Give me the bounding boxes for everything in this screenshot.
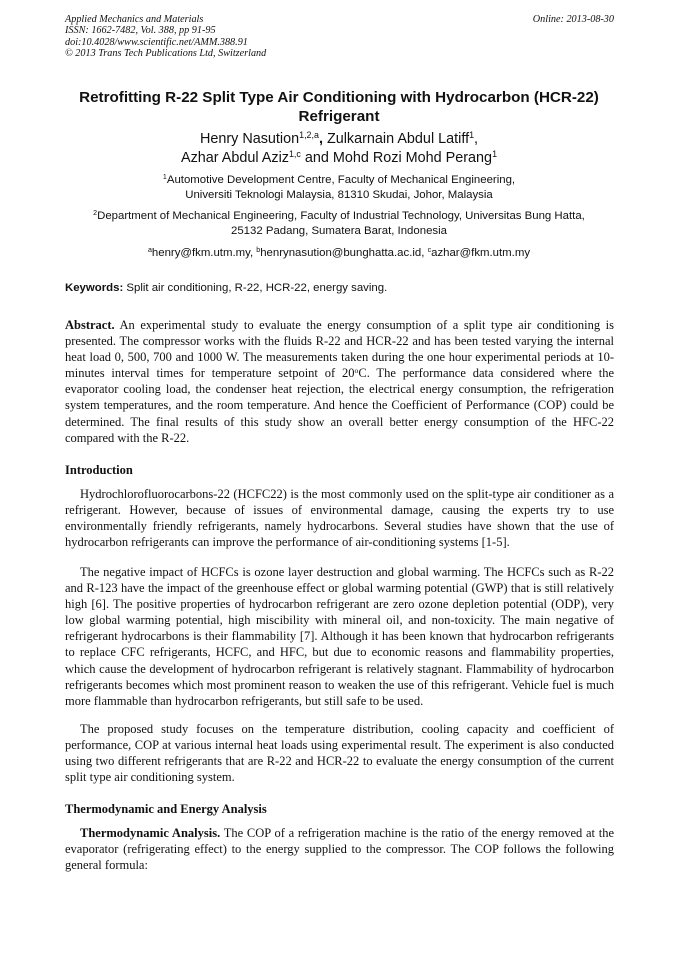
email-address[interactable]: azhar@fkm.utm.my: [431, 247, 531, 259]
intro-paragraph-3: The proposed study focuses on the temperature distribution, cooling capacity and coefficient of performance, COP at various internal heat loads using experimental result. The experiment is also conducted using two different refrigerants that are R-22 and HCR-22 to evaluate the energy consumption of the current split type air conditioning system.: [65, 722, 614, 785]
affiliation-1: [40, 173, 638, 203]
affiliation-2: [40, 209, 638, 239]
section-heading-introduction: Introduction: [65, 463, 133, 477]
keywords-label: Keywords:: [65, 282, 124, 294]
abstract-label: Abstract.: [65, 318, 115, 332]
email-sup: a: [147, 247, 152, 255]
author-name: Mohd Rozi Mohd Perang: [332, 150, 493, 166]
intro-paragraph-1: Hydrochlorofluorocarbons-22 (HCFC22) is the most commonly used on the split-type air conditioner as a refrigerant. However, because of issues of environmental damage, causing the experts try to use environmentally friendly refrigerants, namely hydrocarbons. Several studies have shown that the use of hydrocarbon refrigerants can improve the performance of air-conditioning systems [1-5].: [65, 487, 614, 550]
author-list: [40, 130, 638, 168]
journal-header: [65, 14, 614, 59]
paper-title: Retrofitting R-22 Split Type Air Conditioning with Hydrocarbon (HCR-22) Refrigerant: [79, 89, 599, 125]
author-name: Henry Nasution: [199, 131, 300, 147]
affiliation-sup: 1: [162, 174, 167, 182]
email-address[interactable]: henry@fkm.utm.my,: [151, 247, 257, 259]
subsection-label: Thermodynamic Analysis.: [80, 826, 221, 840]
thermo-paragraph: [65, 825, 614, 873]
author-conjunction: and: [300, 150, 333, 166]
email-sup: b: [256, 247, 261, 255]
affiliation-line: 25132 Padang, Sumatera Barat, Indonesia: [231, 225, 447, 238]
issn-line: ISSN: 1662-7482, Vol. 388, pp 91-95: [65, 25, 216, 37]
author-name: Azhar Abdul Aziz: [180, 150, 289, 166]
affiliation-sup: 2: [93, 210, 98, 218]
affiliation-line: Automotive Development Centre, Faculty of Mechanical Engineering,: [166, 174, 516, 186]
author-name: Zulkarnain Abdul Latiff: [326, 131, 470, 147]
doi-line: doi:10.4028/www.scientific.net/AMM.388.91: [65, 36, 248, 48]
online-date: Online: 2013-08-30: [532, 14, 614, 25]
abstract: [65, 317, 614, 446]
affiliation-line: Universiti Teknologi Malaysia, 81310 Skudai, Johor, Malaysia: [185, 189, 493, 202]
author-affil-sup: 1,2,a: [299, 130, 319, 141]
author-affil-sup: 1: [492, 149, 498, 160]
abstract-text: An experimental study to evaluate the energy consumption of a split type air conditioning is presented. The compressor works with the fluids R-22 and HCR-22 and has been tested varying the internal heat load 0, 500, 700 and 1000 W. The measurements taken during the one hour experimental periods at 10-minutes interval times for temperature setpoint of 20: [65, 318, 614, 381]
affiliation-line: Department of Mechanical Engineering, Faculty of Industrial Technology, Universitas Bung Hatta,: [97, 210, 585, 222]
email-list: [40, 246, 638, 261]
email-address[interactable]: henrynasution@bunghatta.ac.id,: [260, 247, 428, 259]
keywords: [65, 281, 614, 296]
copyright-line: © 2013 Trans Tech Publications Ltd, Switzerland: [65, 47, 267, 59]
author-affil-sup: 1,c: [288, 149, 301, 160]
author-separator: ,: [474, 131, 479, 147]
journal-name: Applied Mechanics and Materials: [65, 14, 204, 25]
intro-paragraph-2: The negative impact of HCFCs is ozone layer destruction and global warming. The HCFCs such as R-22 and R-123 have the impact of the greenhouse effect or global warming potential (GWP) that is still relatively high [6]. The positive properties of hydrocarbon refrigerant are zero ozone depletion potential (ODP), very low global warming potential, high miscibility with mineral oil, and non-toxicity. The main negative of refrigerant hydrocarbons is their flammability [7]. Although it has been known that hydrocarbon refrigerants to replace CFC refrigerants, HCFC, and HFC, but due to economic reasons and flammability properties, which cause the development of hydrocarbon refrigerant is relatively stagnant. Flammability of hydrocarbon refrigerants becomes which most prominent reason to weaken the use of this refrigerant. Vehicle fuel is much more flammable than hydrocarbon refrigerants, but still safe to be used.: [65, 565, 614, 708]
email-sup: c: [427, 247, 432, 255]
section-heading-thermodynamic: Thermodynamic and Energy Analysis: [65, 802, 267, 816]
keywords-text: Split air conditioning, R-22, HCR-22, energy saving.: [123, 282, 388, 294]
author-separator: ,: [318, 131, 327, 147]
thermo-text: The COP of a refrigeration machine is the ratio of the energy removed at the evaporator (refrigerating effect) to the energy supplied to the compressor. The COP follows the following general formula:: [65, 826, 614, 873]
abstract-text: C. The performance data considered where the evaporator cooling load, the condenser heat rejection, the electrical energy consumption, the refrigeration system temperatures, and the room temperature. And hence the Coefficient of Performance (COP) could be determined. The final results of this study show an overall better energy consumption of the HFC-22 compared with the R-22.: [65, 366, 614, 445]
author-affil-sup: 1: [469, 130, 475, 141]
degree-sup: o: [354, 366, 359, 376]
